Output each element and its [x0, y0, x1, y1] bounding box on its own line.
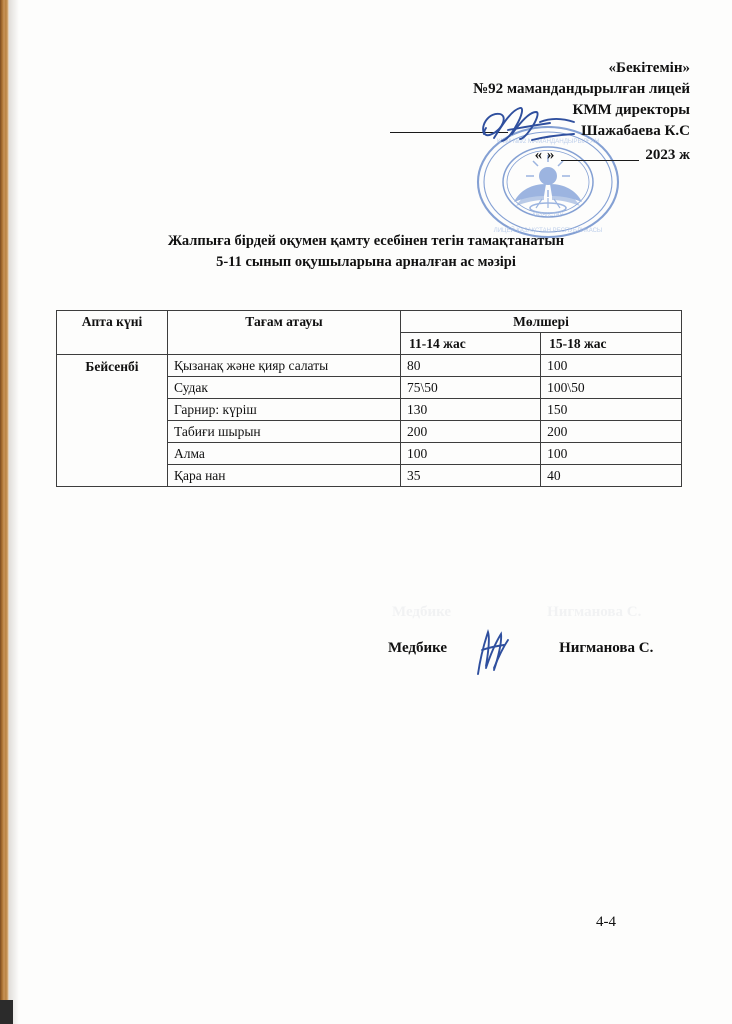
scanner-bed-corner-mark	[0, 1000, 13, 1024]
cell-qty-young: 35	[401, 465, 541, 487]
cell-qty-old: 100	[541, 355, 682, 377]
header-amount: Мөлшері	[401, 311, 682, 333]
ghost-role: Медбике	[392, 604, 452, 620]
menu-table-head	[57, 311, 682, 355]
date-month-blank-rule	[561, 159, 639, 161]
director-signature-icon	[478, 104, 588, 150]
cell-weekday: Бейсенбі	[57, 355, 168, 487]
scanner-bed-edge	[0, 0, 9, 1024]
cell-dish-name: Қара нан	[167, 465, 400, 487]
nurse-signature-row	[388, 640, 653, 657]
cell-dish-name: Судак	[167, 377, 400, 399]
bleed-through-ghost-text	[392, 604, 641, 621]
cell-qty-old: 100\50	[541, 377, 682, 399]
table-header-row-main	[57, 311, 682, 333]
cell-qty-old: 100	[541, 443, 682, 465]
cell-qty-young: 130	[401, 399, 541, 421]
cell-dish-name: Гарнир: күріш	[167, 399, 400, 421]
svg-text:ЛИЦЕЙ ҚАЗАҚСТАН РЕСПУБЛИКАСЫ: ЛИЦЕЙ ҚАЗАҚСТАН РЕСПУБЛИКАСЫ	[493, 228, 603, 234]
ghost-name: Нигманова С.	[547, 604, 642, 620]
paper-edge-shadow	[9, 0, 19, 1024]
cell-dish-name: Табиғи шырын	[167, 421, 400, 443]
header-age-15-18: 15-18 жас	[541, 333, 682, 355]
cell-qty-young: 100	[401, 443, 541, 465]
approval-line-director-name: Шажабаева К.С	[581, 123, 690, 139]
cell-qty-old: 200	[541, 421, 682, 443]
cell-qty-old: 150	[541, 399, 682, 421]
header-day: Апта күні	[57, 311, 168, 355]
cell-dish-name: Қызанақ және қияр салаты	[167, 355, 400, 377]
nurse-name-label: Нигманова С.	[559, 640, 654, 656]
menu-table-body	[57, 355, 682, 487]
date-close-quote: »	[546, 147, 556, 163]
cell-qty-young: 80	[401, 355, 541, 377]
page-title-line-1: Жалпыға бірдей оқумен қамту есебінен тегін тамақтанатын	[167, 233, 565, 249]
cell-qty-young: 200	[401, 421, 541, 443]
menu-table	[56, 310, 682, 487]
header-age-11-14: 11-14 жас	[401, 333, 541, 355]
svg-text:ҚАЗАҚСТАН: ҚАЗАҚСТАН	[532, 212, 564, 218]
approval-line-director-title: КММ директоры	[572, 102, 690, 118]
cell-qty-young: 75\50	[401, 377, 541, 399]
page-title	[0, 231, 732, 273]
date-year: 2023 ж	[645, 147, 690, 163]
date-open-quote: «	[534, 147, 544, 163]
approval-line-bekitemin: «Бекітемін»	[608, 60, 690, 76]
nurse-role-label: Медбике	[388, 640, 448, 656]
nurse-signature-icon	[468, 628, 514, 676]
page-marker: 4-4	[596, 914, 616, 930]
header-dish: Тағам атауы	[167, 311, 400, 355]
svg-text:КММ №92 МАМАНДАНДЫРЫЛҒАН: КММ №92 МАМАНДАНДЫРЫЛҒАН	[497, 138, 599, 145]
approval-line-lyceum: №92 мамандандырылған лицей	[473, 81, 690, 97]
cell-qty-old: 40	[541, 465, 682, 487]
cell-dish-name: Алма	[167, 443, 400, 465]
page-title-line-2: 5-11 сынып оқушыларына арналған ас мәзірі	[216, 254, 516, 270]
table-row	[57, 355, 682, 377]
